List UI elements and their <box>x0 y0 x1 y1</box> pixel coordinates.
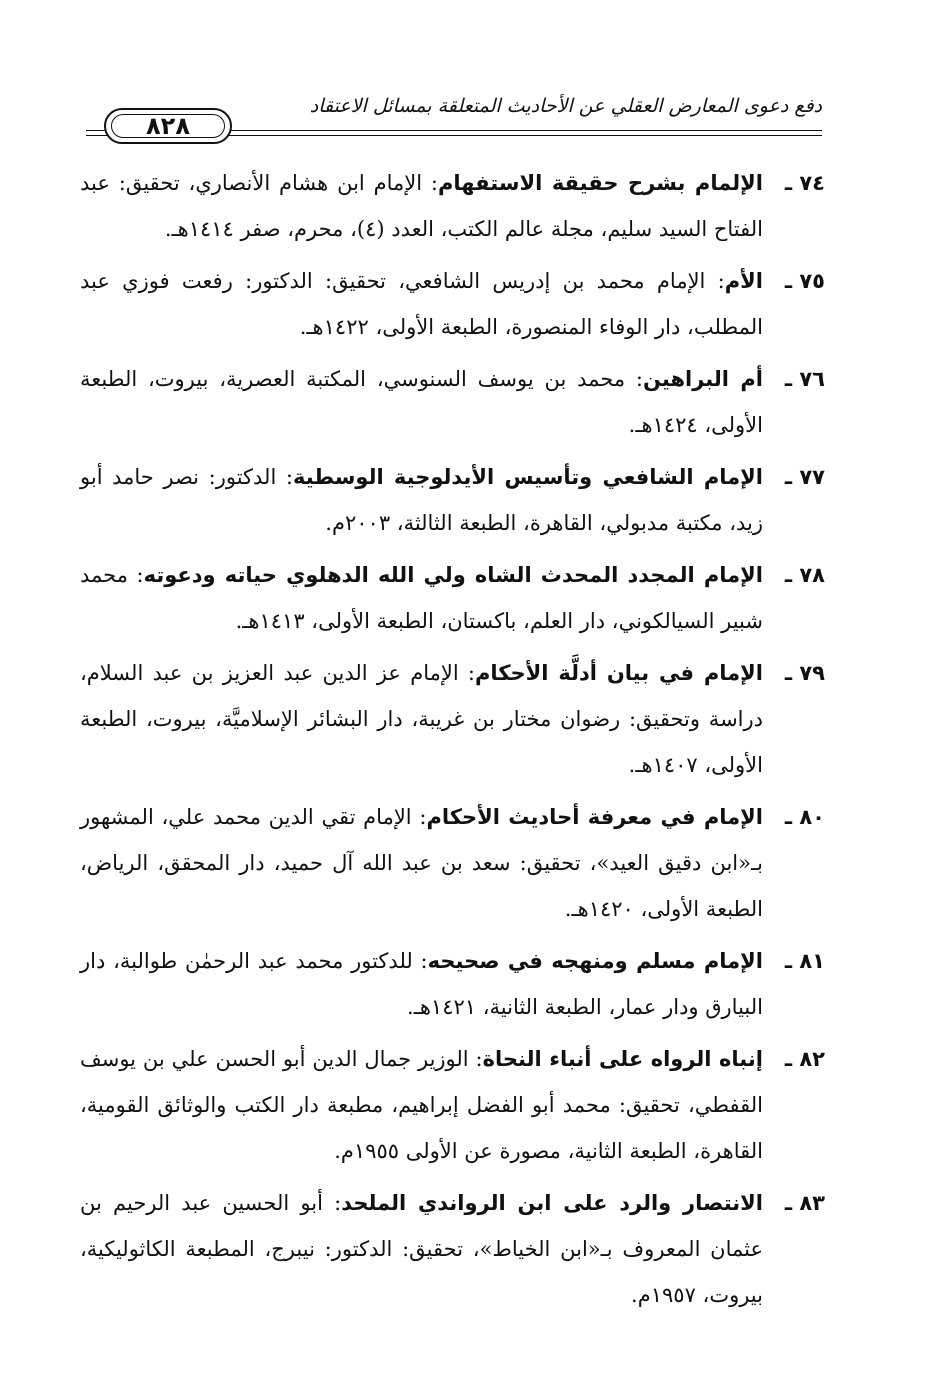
entry-separator: : <box>625 367 643 391</box>
entry-number: ٧٥ ـ <box>784 269 825 293</box>
entry-number: ٧٧ ـ <box>784 465 825 489</box>
entry-text: الإمام محمد بن إدريس الشافعي، تحقيق: الدكتور: رفعت فوزي عبد المطلب، دار الوفاء المنصورة، الطبعة الأولى، ١٤٢٢هـ. <box>80 269 763 339</box>
entry-title: أم البراهين <box>643 367 763 391</box>
entry-text: الإمام تقي الدين محمد علي، المشهور بـ«ابن دقيق العيد»، تحقيق: سعد بن عبد الله آل حميد، دار المحقق، الرياض، الطبعة الأولى، ١٤٢٠هـ. <box>80 805 763 921</box>
entry-title: الإمام المجدد المحدث الشاه ولي الله الدهلوي حياته ودعوته <box>143 563 763 587</box>
entry-title: الانتصار والرد على ابن الرواندي الملحد <box>341 1191 763 1215</box>
running-title: دفع دعوى المعارض العقلي عن الأحاديث المتعلقة بمسائل الاعتقاد <box>262 88 822 124</box>
bibliography-entry <box>80 258 825 350</box>
bibliography-list <box>80 160 825 1324</box>
bibliography-entry <box>80 650 825 788</box>
entry-number: ٧٨ ـ <box>784 563 825 587</box>
entry-number: ٧٩ ـ <box>784 661 825 685</box>
bibliography-entry <box>80 356 825 448</box>
bibliography-entry <box>80 1180 825 1318</box>
entry-number: ٨٠ ـ <box>784 805 825 829</box>
entry-text: محمد شبير السيالكوني، دار العلم، باكستان، الطبعة الأولى، ١٤١٣هـ. <box>80 563 763 633</box>
page-header <box>86 88 822 148</box>
page-number-frame <box>104 108 232 144</box>
entry-title: الإمام في معرفة أحاديث الأحكام <box>426 805 763 829</box>
entry-separator: : <box>468 1047 483 1071</box>
entry-separator: : <box>127 563 144 587</box>
bibliography-entry <box>80 1036 825 1174</box>
entry-title: الأم <box>724 269 763 293</box>
entry-number: ٧٦ ـ <box>784 367 825 391</box>
entry-text: محمد بن يوسف السنوسي، المكتبة العصرية، بيروت، الطبعة الأولى، ١٤٢٤هـ. <box>80 367 763 437</box>
bibliography-entry <box>80 454 825 546</box>
entry-text: أبو الحسين عبد الرحيم بن عثمان المعروف بـ«ابن الخياط»، تحقيق: الدكتور: نيبرج، المطبعة الكاثوليكية، بيروت، ١٩٥٧م. <box>80 1191 763 1307</box>
entry-text: الدكتور: نصر حامد أبو زيد، مكتبة مدبولي، القاهرة، الطبعة الثالثة، ٢٠٠٣م. <box>80 465 763 535</box>
bibliography-entry <box>80 552 825 644</box>
bibliography-entry <box>80 938 825 1030</box>
entry-number: ٨١ ـ <box>784 949 825 973</box>
entry-separator: : <box>458 661 475 685</box>
entry-separator: : <box>422 171 439 195</box>
entry-number: ٨٣ ـ <box>784 1191 825 1215</box>
entry-separator: : <box>412 949 428 973</box>
entry-title: الإلمام بشرح حقيقة الاستفهام <box>438 171 763 195</box>
entry-separator: : <box>322 1191 342 1215</box>
entry-number: ٨٢ ـ <box>784 1047 825 1071</box>
entry-title: الإمام الشافعي وتأسيس الأيدلوجية الوسطية <box>292 465 763 489</box>
bibliography-entry <box>80 794 825 932</box>
entry-separator: : <box>276 465 293 489</box>
entry-title: الإمام مسلم ومنهجه في صحيحه <box>427 949 763 973</box>
page-number: ٨٢٨ <box>146 112 190 140</box>
entry-title: الإمام في بيان أدلَّة الأحكام <box>475 661 763 685</box>
entry-separator: : <box>705 269 725 293</box>
bibliography-entry <box>80 160 825 252</box>
entry-text: الوزير جمال الدين أبو الحسن علي بن يوسف القفطي، تحقيق: محمد أبو الفضل إبراهيم، مطبعة دار الكتب والوثائق القومية، القاهرة، الطبعة الثانية، مصورة عن الأولى ١٩٥٥م. <box>80 1047 763 1163</box>
entry-text: للدكتور محمد عبد الرحمٰن طوالبة، دار البيارق ودار عمار، الطبعة الثانية، ١٤٢١هـ. <box>80 949 763 1019</box>
entry-title: إنباه الرواه على أنباء النحاة <box>482 1047 763 1071</box>
entry-number: ٧٤ ـ <box>784 171 825 195</box>
entry-text: الإمام ابن هشام الأنصاري، تحقيق: عبد الفتاح السيد سليم، مجلة عالم الكتب، العدد (٤)، محرم، صفر ١٤١٤هـ. <box>80 171 763 241</box>
entry-text: الإمام عز الدين عبد العزيز بن عبد السلام، دراسة وتحقيق: رضوان مختار بن غريبة، دار البشائر الإسلاميَّة، بيروت، الطبعة الأولى، ١٤٠٧هـ. <box>80 661 763 777</box>
entry-separator: : <box>411 805 427 829</box>
